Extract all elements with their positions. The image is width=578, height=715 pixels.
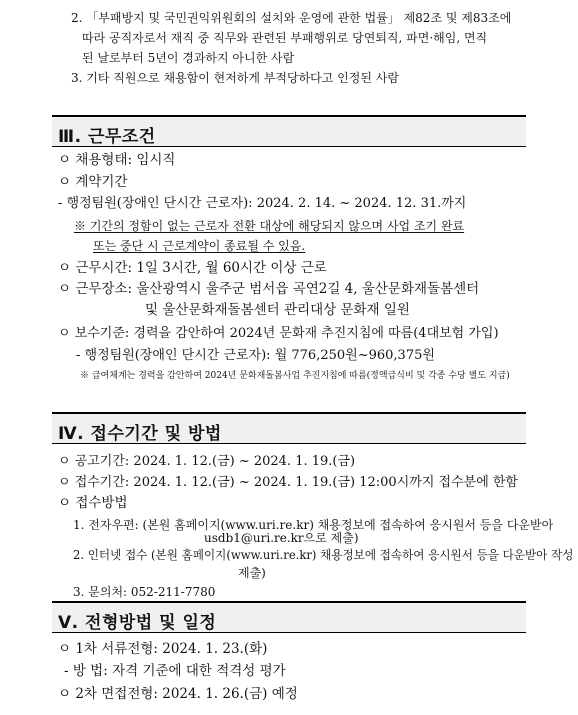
receipt-period: ㅇ 접수기간: 2024. 1. 12.(금) ~ 2024. 1. 19.(금) 12:00시까지 접수분에 한함 <box>58 475 518 490</box>
contract-note-line2: 또는 중단 시 근로계약이 종료될 수 있음. <box>93 239 306 253</box>
notice-period: ㅇ 공고기간: 2024. 1. 12.(금) ~ 2024. 1. 19.(금) <box>58 454 356 469</box>
inquiry-contact: 3. 문의처: 052-211-7780 <box>73 585 216 599</box>
work-hours: ㅇ 근무시간: 1일 3시간, 월 60시간 이상 근로 <box>58 260 327 276</box>
disqualification-item-2-line1: 2. 「부패방지 및 국민권익위원회의 설치와 운영에 관한 법률」 제82조 및 제83조에 <box>71 11 512 25</box>
pay-note: ※ 급여체계는 경력을 감안하여 2024년 문화재돌봄사업 추진지침에 따름(정액급식비 및 각종 수당 별도 지급) <box>80 371 510 381</box>
method-internet-line1: 2. 인터넷 접수 (본원 홈페이지(www.uri.re.kr) 채용정보에 접속하여 응시원서 등을 다운받아 작성 <box>73 548 574 562</box>
section-title: Ⅲ. 근무조건 <box>58 127 156 147</box>
method-email-line2: usdb1@uri.re.kr으로 제출) <box>204 531 359 545</box>
section-header-selection <box>52 601 526 633</box>
method-internet-line2: 제출) <box>238 566 266 580</box>
receipt-method-label: ㅇ 접수방법 <box>58 495 128 511</box>
contract-period-label: ㅇ 계약기간 <box>58 174 128 190</box>
disqualification-item-2-line2: 따라 공직자로서 재직 중 직무와 관련된 부패행위로 당연퇴직, 파면·해임, 면직 <box>82 31 488 45</box>
section-header-application <box>52 412 526 444</box>
section-title: Ⅴ. 전형방법 및 일정 <box>58 613 217 633</box>
disqualification-item-3: 3. 기타 직원으로 채용함이 현저하게 부적당하다고 인정된 사람 <box>71 71 399 85</box>
employment-type: ㅇ 채용형태: 임시직 <box>58 152 176 168</box>
section-header-work-conditions <box>52 115 526 147</box>
work-place-line1: ㅇ 근무장소: 울산광역시 울주군 범서읍 곡연2길 4, 울산문화재돌봄센터 <box>58 281 480 297</box>
pay-standard-line2: - 행정팀원(장애인 단시간 근로자): 월 776,250원~960,375원 <box>76 348 435 363</box>
section-title: Ⅳ. 접수기간 및 방법 <box>58 424 222 444</box>
method-email-line1: 1. 전자우편: (본원 홈페이지(www.uri.re.kr) 채용정보에 접속하여 응시원서 등을 다운받아 <box>73 518 554 532</box>
stage1-document-screening: ㅇ 1차 서류전형: 2024. 1. 23.(화) <box>58 641 268 657</box>
disqualification-item-2-line3: 된 날로부터 5년이 경과하지 아니한 사람 <box>82 51 295 65</box>
stage2-interview: ㅇ 2차 면접전형: 2024. 1. 26.(금) 예정 <box>58 686 298 702</box>
contract-note-line1: ※ 기간의 정함이 없는 근로자 전환 대상에 해당되지 않으며 사업 조기 완료 <box>74 219 465 233</box>
stage1-method: - 방 법: 자격 기준에 대한 적격성 평가 <box>64 663 286 679</box>
pay-standard-line1: ㅇ 보수기준: 경력을 감안하여 2024년 문화재 추진지침에 따름(4대보험 가입) <box>58 326 499 341</box>
work-place-line2: 및 울산문화재돌봄센터 관리대상 문화재 일원 <box>145 302 410 318</box>
contract-period-admin-team: - 행정팀원(장애인 단시간 근로자): 2024. 2. 14. ~ 2024. 12. 31.까지 <box>58 196 467 211</box>
